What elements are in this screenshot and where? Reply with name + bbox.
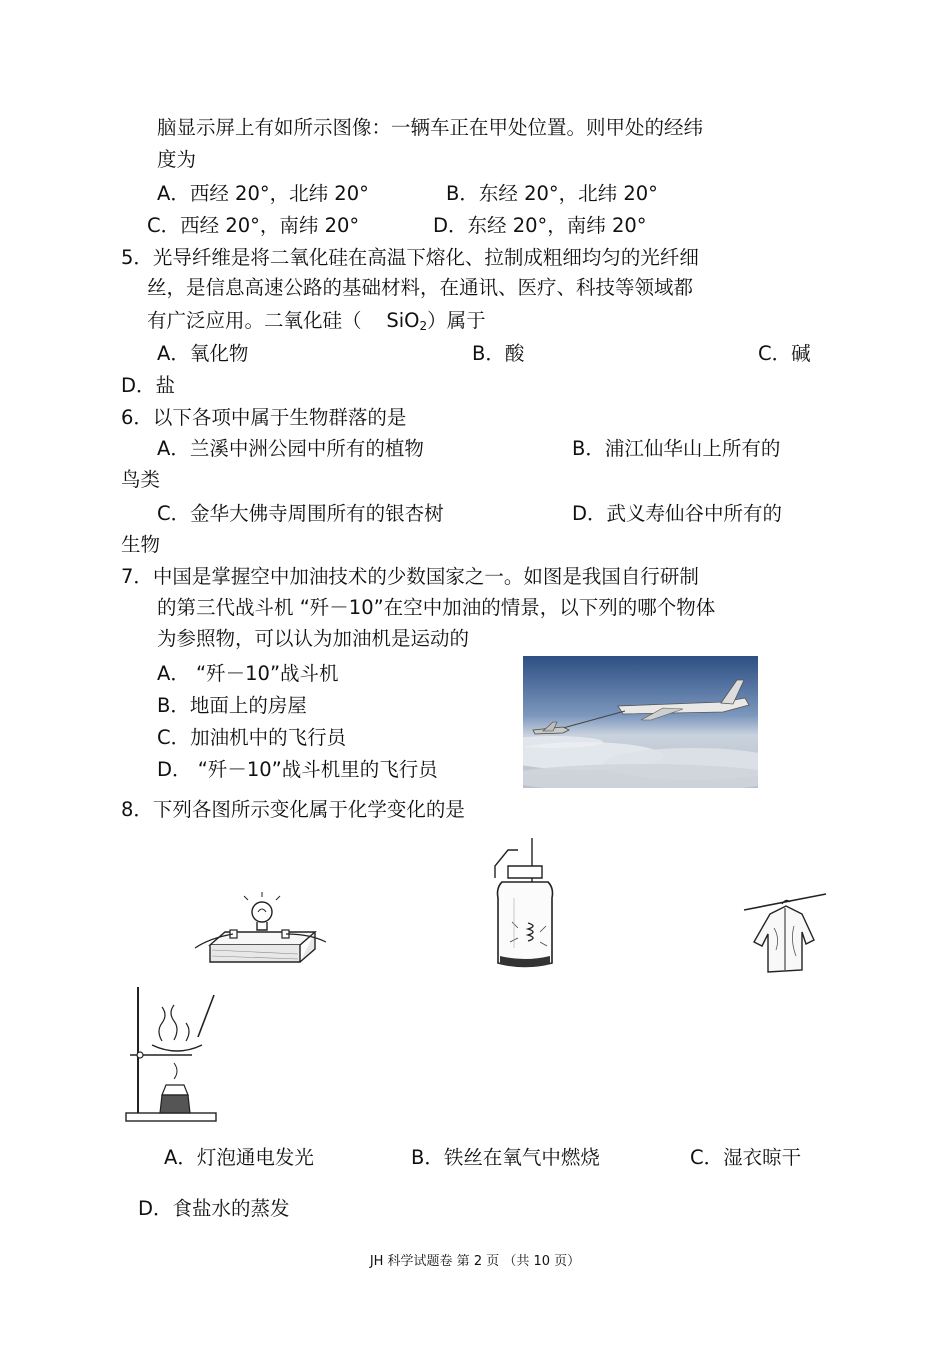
aerial-refueling-photo bbox=[523, 656, 758, 788]
q8-option-b: B．铁丝在氧气中燃烧 bbox=[411, 1146, 600, 1169]
q7-stem-line3: 为参照物，可以认为加油机是运动的 bbox=[157, 627, 470, 650]
q4-stem-line2: 度为 bbox=[157, 148, 197, 171]
q7-stem-line1: 7．中国是掌握空中加油技术的少数国家之一。如图是我国自行研制 bbox=[121, 565, 699, 588]
q8-option-a: A．灯泡通电发光 bbox=[164, 1146, 314, 1169]
sio2-formula bbox=[386, 309, 427, 332]
sio2-formula-main: SiO bbox=[386, 309, 420, 332]
q8-option-d: D．食盐水的蒸发 bbox=[138, 1197, 290, 1220]
page-footer: JH 科学试题卷 第 2 页 （共 10 页） bbox=[369, 1254, 581, 1269]
q7-stem-line2: 的第三代战斗机 “歼－10”在空中加油的情景，以下列的哪个物体 bbox=[157, 596, 716, 619]
light-bulb-circuit-figure bbox=[190, 890, 330, 970]
q5-stem-line3-post: ）属于 bbox=[427, 309, 486, 332]
q5-option-a: A．氧化物 bbox=[157, 342, 249, 365]
q4-option-c: C．西经 20°，南纬 20° bbox=[147, 214, 360, 237]
q4-stem-line1: 脑显示屏上有如所示图像：一辆车正在甲处位置。则甲处的经纬 bbox=[157, 116, 704, 139]
q6-option-d: D．武义寿仙谷中所有的 bbox=[572, 502, 783, 525]
q8-stem: 8．下列各图所示变化属于化学变化的是 bbox=[121, 798, 465, 821]
q7-option-b: B．地面上的房屋 bbox=[157, 694, 307, 717]
wet-clothes-drying-figure bbox=[740, 888, 830, 976]
q5-stem-line1: 5．光导纤维是将二氧化硅在高温下熔化、拉制成粗细均匀的光纤细 bbox=[121, 246, 699, 269]
q5-stem-line3-pre: 有广泛应用。二氧化硅（ bbox=[147, 309, 362, 332]
iron-wire-oxygen-jar-figure bbox=[490, 838, 560, 973]
q5-option-d: D．盐 bbox=[121, 374, 176, 397]
q7-option-a: A． “歼－10”战斗机 bbox=[157, 662, 339, 685]
q6-option-c: C．金华大佛寺周围所有的银杏树 bbox=[157, 502, 444, 525]
q7-option-c: C．加油机中的飞行员 bbox=[157, 726, 347, 749]
q6-stem: 6．以下各项中属于生物群落的是 bbox=[121, 406, 407, 429]
sio2-formula-subscript: 2 bbox=[419, 319, 428, 333]
q5-stem-line2: 丝，是信息高速公路的基础材料，在通讯、医疗、科技等领域都 bbox=[147, 276, 694, 299]
q5-option-b: B．酸 bbox=[472, 342, 525, 365]
q6-option-b-cont: 鸟类 bbox=[121, 468, 161, 491]
q6-option-d-cont: 生物 bbox=[121, 533, 161, 556]
q4-option-b: B．东经 20°，北纬 20° bbox=[446, 182, 658, 205]
q7-option-d: D． “歼－10”战斗机里的飞行员 bbox=[157, 758, 438, 781]
q4-option-a: A．西经 20°，北纬 20° bbox=[157, 182, 369, 205]
q5-stem-line3 bbox=[147, 309, 486, 338]
q6-option-b: B．浦江仙华山上所有的 bbox=[572, 437, 781, 460]
q8-option-c: C．湿衣晾干 bbox=[690, 1146, 802, 1169]
salt-water-evaporation-figure bbox=[122, 985, 222, 1125]
q6-option-a: A．兰溪中洲公园中所有的植物 bbox=[157, 437, 424, 460]
aerial-refueling-illustration bbox=[523, 656, 758, 788]
q5-option-c: C．碱 bbox=[758, 342, 811, 365]
q4-option-d: D．东经 20°，南纬 20° bbox=[433, 214, 647, 237]
